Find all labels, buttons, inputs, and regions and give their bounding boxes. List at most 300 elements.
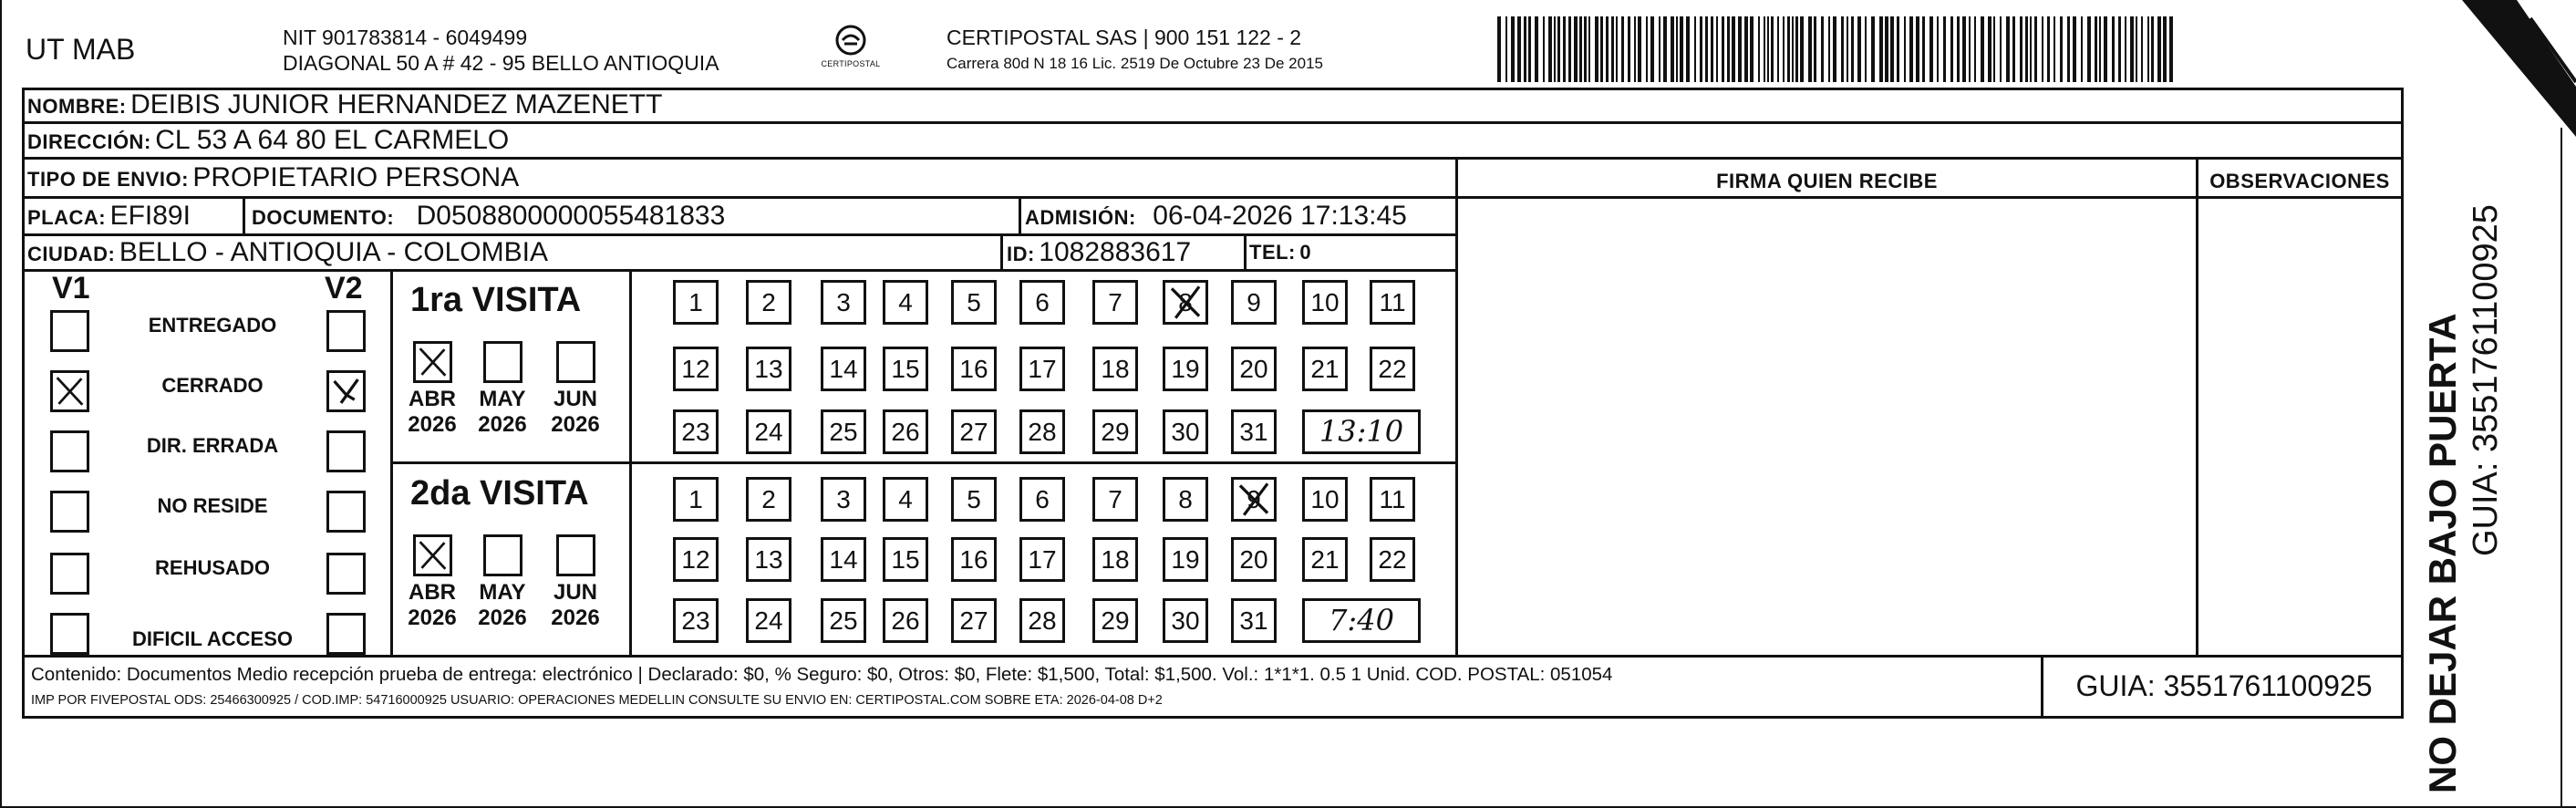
day-box[interactable] — [883, 598, 928, 643]
barcode-bar — [2163, 16, 2167, 82]
day-number: 19 — [1171, 545, 1200, 574]
day-number: 24 — [754, 418, 783, 446]
day-number: 6 — [1035, 288, 1050, 316]
day-box[interactable] — [1092, 280, 1138, 325]
day-box[interactable] — [1092, 409, 1138, 454]
day-number: 18 — [1101, 355, 1130, 383]
barcode-bar — [1663, 16, 1667, 82]
day-number: 16 — [959, 545, 988, 574]
barcode-bar — [1628, 16, 1630, 82]
check-mark-icon — [329, 373, 363, 409]
day-box[interactable] — [1019, 537, 1065, 582]
day-box[interactable] — [1019, 347, 1065, 391]
v2-label: V2 — [325, 271, 363, 306]
barcode-bar — [2054, 16, 2055, 82]
barcode-bar — [1671, 16, 1674, 82]
barcode-bar — [2141, 16, 2143, 82]
day-number: 1 — [688, 288, 703, 316]
day-number: 24 — [754, 606, 783, 635]
v2-checkbox[interactable] — [326, 370, 366, 412]
day-number: 14 — [829, 545, 858, 574]
v2-checkbox[interactable] — [326, 613, 366, 655]
day-box[interactable] — [1231, 409, 1277, 454]
company-short: UT MAB — [26, 33, 136, 66]
barcode-bar — [1909, 16, 1913, 82]
barcode-bar — [1929, 16, 1933, 82]
barcode-bar — [1716, 16, 1718, 82]
tel-label: TEL: — [1249, 241, 1296, 264]
day-box[interactable] — [673, 477, 719, 522]
barcode-bar — [1988, 16, 1991, 82]
day-box[interactable] — [951, 477, 997, 522]
barcode-bar — [1828, 16, 1830, 82]
barcode-bar — [1557, 16, 1560, 82]
barcode-bar — [1722, 16, 1724, 82]
v2-checkbox[interactable] — [326, 430, 366, 472]
day-number: 26 — [891, 606, 920, 635]
day-box[interactable] — [821, 477, 866, 522]
day-box[interactable] — [1092, 598, 1138, 643]
barcode-bar — [1833, 16, 1836, 82]
day-number: 8 — [1178, 288, 1193, 316]
day-number: 26 — [891, 418, 920, 446]
day-box[interactable] — [1370, 347, 1415, 391]
day-box[interactable] — [1092, 537, 1138, 582]
nit-text: NIT 901783814 - 6049499 — [283, 26, 528, 49]
day-box[interactable] — [883, 409, 928, 454]
observaciones-header: OBSERVACIONES — [2209, 170, 2390, 192]
day-box[interactable] — [746, 409, 791, 454]
barcode-bar — [1611, 16, 1614, 82]
v1-checkbox[interactable] — [50, 370, 89, 412]
day-number: 1 — [688, 485, 703, 513]
day-number: 13 — [754, 355, 783, 383]
barcode-bar — [1686, 16, 1690, 82]
barcode-bar — [2020, 16, 2023, 82]
barcode-bar — [1676, 16, 1678, 82]
day-number: 21 — [1310, 355, 1340, 383]
admision-value: 06-04-2026 17:13:45 — [1153, 201, 1407, 231]
barcode-bar — [1548, 16, 1552, 82]
day-number: 9 — [1247, 288, 1261, 316]
day-box[interactable] — [1231, 347, 1277, 391]
day-box[interactable] — [1163, 347, 1208, 391]
barcode-bar — [1574, 16, 1578, 82]
v1-checkbox[interactable] — [50, 613, 89, 655]
barcode-bar — [1962, 16, 1966, 82]
month-label: JUN 2026 — [551, 387, 600, 437]
barcode-bar — [1922, 16, 1925, 82]
day-number: 5 — [967, 485, 981, 513]
day-box[interactable] — [821, 347, 866, 391]
barcode-bar — [1650, 16, 1654, 82]
barcode-bar — [2169, 16, 2173, 82]
x-mark-icon — [1165, 283, 1205, 322]
barcode-bar — [2073, 16, 2076, 82]
placa-cell — [27, 201, 191, 232]
day-number: 31 — [1239, 606, 1268, 635]
direccion-row — [27, 125, 509, 156]
v1-checkbox[interactable] — [50, 430, 89, 472]
day-number: 30 — [1171, 606, 1200, 635]
day-box[interactable] — [673, 598, 719, 643]
firma-header: FIRMA QUIEN RECIBE — [1716, 170, 1938, 192]
barcode-bar — [1638, 16, 1641, 82]
day-box[interactable] — [746, 598, 791, 643]
barcode-bar — [2157, 16, 2161, 82]
time-note-text: 13:10 — [1319, 414, 1404, 449]
barcode-bar — [1904, 16, 1906, 82]
barcode-bar — [2095, 16, 2097, 82]
day-box[interactable] — [951, 280, 997, 325]
day-box[interactable] — [821, 280, 866, 325]
day-box[interactable] — [883, 537, 928, 582]
certipostal-logo-icon — [833, 24, 869, 57]
v1-checkbox[interactable] — [50, 310, 89, 352]
status-option-label: ENTREGADO — [148, 314, 277, 337]
day-number: 2 — [761, 485, 776, 513]
nombre-value: DEIBIS JUNIOR HERNANDEZ MAZENETT — [130, 89, 663, 119]
barcode-bar — [1595, 16, 1598, 82]
day-number: 11 — [1379, 485, 1406, 513]
barcode-bar — [1535, 16, 1538, 82]
barcode-bar — [2112, 16, 2115, 82]
nombre-label: NOMBRE: — [27, 95, 127, 118]
barcode-bar — [2067, 16, 2070, 82]
barcode-bar — [2081, 16, 2083, 82]
day-number: 17 — [1028, 545, 1057, 574]
barcode-bar — [1851, 16, 1854, 82]
tipo-value: PROPIETARIO PERSONA — [192, 162, 520, 192]
day-box[interactable] — [746, 537, 791, 582]
day-box[interactable] — [1163, 537, 1208, 582]
barcode-bar — [1981, 16, 1984, 82]
barcode-bar — [1787, 16, 1790, 82]
month-checkbox[interactable] — [483, 534, 522, 576]
ciudad-label: CIUDAD: — [27, 243, 116, 265]
time-note-box[interactable] — [1302, 409, 1421, 454]
day-number: 10 — [1310, 288, 1340, 316]
direccion-label: DIRECCIÓN: — [27, 130, 151, 153]
day-number: 12 — [681, 545, 710, 574]
side-guia: GUIA: 3551761100925 — [2467, 204, 2505, 556]
v2-checkbox[interactable] — [326, 310, 366, 352]
day-box[interactable] — [1302, 347, 1348, 391]
day-box[interactable] — [951, 409, 997, 454]
ciudad-value: BELLO - ANTIOQUIA - COLOMBIA — [119, 237, 548, 267]
admision-label: ADMISIÓN: — [1025, 206, 1136, 229]
barcode-bar — [1588, 16, 1590, 82]
day-box[interactable] — [1370, 477, 1415, 522]
barcode-bar — [1841, 16, 1844, 82]
ciudad-cell — [27, 237, 548, 268]
barcode-bar — [1750, 16, 1754, 82]
day-box[interactable] — [746, 280, 791, 325]
day-number: 22 — [1378, 355, 1407, 383]
barcode-bar — [1554, 16, 1556, 82]
barcode-bar — [1646, 16, 1648, 82]
day-number: 22 — [1378, 545, 1407, 574]
month-checkbox[interactable] — [413, 534, 452, 576]
day-box[interactable] — [883, 347, 928, 391]
day-number: 14 — [829, 355, 858, 383]
barcode-bar — [2034, 16, 2037, 82]
day-box[interactable] — [1163, 477, 1208, 522]
barcode-bar — [1758, 16, 1760, 82]
day-box[interactable] — [1231, 280, 1277, 325]
barcode-bar — [1885, 16, 1888, 82]
barcode-bar — [1821, 16, 1824, 82]
day-box[interactable] — [1231, 537, 1277, 582]
certipostal-logo: CERTIPOSTAL — [810, 24, 892, 78]
placa-value: EFI89I — [109, 201, 191, 231]
barcode-bar — [2136, 16, 2137, 82]
day-box[interactable] — [821, 537, 866, 582]
documento-cell — [252, 201, 725, 232]
month-checkbox[interactable] — [556, 341, 595, 383]
barcode-bar — [1808, 16, 1812, 82]
barcode-bar — [1732, 16, 1735, 82]
day-number: 29 — [1101, 606, 1130, 635]
barcode-bar — [2012, 16, 2015, 82]
day-box[interactable] — [1019, 409, 1065, 454]
month-checkbox[interactable] — [413, 341, 452, 383]
barcode-bar — [1847, 16, 1848, 82]
barcode-bar — [2130, 16, 2134, 82]
day-number: 20 — [1239, 545, 1268, 574]
day-box[interactable] — [951, 598, 997, 643]
day-box[interactable] — [673, 537, 719, 582]
barcode-bar — [2099, 16, 2101, 82]
barcode-bar — [1524, 16, 1526, 82]
id-label: ID: — [1007, 243, 1035, 265]
barcode-bar — [1621, 16, 1624, 82]
month-label: MAY 2026 — [478, 580, 527, 630]
barcode-bar — [2151, 16, 2154, 82]
barcode-bar — [1528, 16, 1531, 82]
day-box[interactable] — [1092, 347, 1138, 391]
barcode-bar — [1744, 16, 1748, 82]
day-box[interactable] — [1231, 477, 1277, 522]
day-number: 4 — [898, 485, 913, 513]
certipostal-line1: CERTIPOSTAL SAS | 900 151 122 - 2 — [947, 26, 1302, 49]
v2-checkbox[interactable] — [326, 553, 366, 595]
footer-guia: GUIA: 3551761100925 — [2075, 669, 2373, 702]
barcode-bar — [1879, 16, 1883, 82]
day-number: 23 — [681, 418, 710, 446]
v1-checkbox[interactable] — [50, 553, 89, 595]
barcode-bar — [2025, 16, 2028, 82]
status-option-label: DIR. ERRADA — [146, 434, 279, 457]
day-number: 11 — [1379, 288, 1406, 316]
day-box[interactable] — [1231, 598, 1277, 643]
barcode-bar — [1497, 16, 1501, 82]
month-label: ABR 2026 — [408, 387, 457, 437]
barcode — [1497, 16, 2178, 82]
barcode-bar — [1897, 16, 1899, 82]
barcode-bar — [1814, 16, 1816, 82]
barcode-bar — [1505, 16, 1507, 82]
day-box[interactable] — [673, 409, 719, 454]
day-box[interactable] — [1370, 280, 1415, 325]
day-number: 25 — [829, 418, 858, 446]
barcode-bar — [1584, 16, 1587, 82]
id-cell — [1007, 237, 1191, 268]
day-box[interactable] — [821, 598, 866, 643]
day-number: 4 — [898, 288, 913, 316]
day-box[interactable] — [1163, 409, 1208, 454]
x-mark-icon — [1234, 480, 1274, 519]
status-option-label: REHUSADO — [155, 556, 270, 579]
barcode-bar — [1738, 16, 1742, 82]
day-number: 3 — [836, 485, 851, 513]
barcode-bar — [1771, 16, 1774, 82]
day-box[interactable] — [746, 477, 791, 522]
v1-checkbox[interactable] — [50, 491, 89, 533]
day-box[interactable] — [1019, 477, 1065, 522]
barcode-bar — [1600, 16, 1603, 82]
barcode-bar — [2042, 16, 2043, 82]
day-number: 12 — [681, 355, 710, 383]
barcode-bar — [1579, 16, 1582, 82]
barcode-bar — [1517, 16, 1521, 82]
day-number: 3 — [836, 288, 851, 316]
month-label: JUN 2026 — [551, 580, 600, 630]
day-box[interactable] — [883, 477, 928, 522]
day-number: 29 — [1101, 418, 1130, 446]
barcode-bar — [1865, 16, 1867, 82]
day-number: 13 — [754, 545, 783, 574]
day-box[interactable] — [1302, 537, 1348, 582]
visit-title: 2da VISITA — [410, 474, 589, 513]
barcode-bar — [2000, 16, 2002, 82]
day-box[interactable] — [1019, 598, 1065, 643]
folded-corner — [2462, 0, 2576, 137]
id-value: 1082883617 — [1039, 237, 1192, 267]
month-checkbox[interactable] — [556, 534, 595, 576]
day-number: 19 — [1171, 355, 1200, 383]
day-box[interactable] — [673, 280, 719, 325]
day-number: 2 — [761, 288, 776, 316]
side-no-dejar: NO DEJAR BAJO PUERTA — [2421, 313, 2464, 793]
barcode-bar — [1563, 16, 1566, 82]
placa-label: PLACA: — [27, 206, 107, 229]
day-number: 7 — [1108, 288, 1122, 316]
tipo-label: TIPO DE ENVIO: — [27, 168, 189, 191]
day-number: 17 — [1028, 355, 1057, 383]
day-number: 27 — [959, 606, 988, 635]
day-box[interactable] — [1302, 477, 1348, 522]
tel-cell — [1249, 241, 1311, 264]
barcode-bar — [1857, 16, 1861, 82]
barcode-bar — [1957, 16, 1960, 82]
barcode-bar — [2118, 16, 2121, 82]
day-number: 8 — [1178, 485, 1193, 513]
barcode-bar — [1871, 16, 1875, 82]
barcode-bar — [2006, 16, 2010, 82]
status-option-label: CERRADO — [161, 374, 264, 397]
barcode-bar — [2147, 16, 2149, 82]
admision-cell — [1025, 201, 1407, 232]
barcode-bar — [1916, 16, 1919, 82]
contenido-text: Contenido: Documentos Medio recepción prueba de entrega: electrónico | Declarado: $0, % Seguro: $0, Otros: $0, Flete: $1,500, Total: $1,500. Vol.: 1*1*1. 0.5 1 Unid. COD. POSTAL: 051054 — [31, 664, 1613, 685]
tipo-row — [27, 162, 519, 193]
day-box[interactable] — [951, 537, 997, 582]
direccion-value: CL 53 A 64 80 EL CARMELO — [155, 125, 510, 155]
barcode-bar — [1700, 16, 1702, 82]
barcode-bar — [1634, 16, 1636, 82]
day-number: 16 — [959, 355, 988, 383]
day-number: 9 — [1247, 485, 1261, 513]
v1-label: V1 — [52, 271, 90, 306]
status-option-label: NO RESIDE — [157, 494, 268, 517]
documento-label: DOCUMENTO: — [252, 206, 395, 229]
day-box[interactable] — [1092, 477, 1138, 522]
day-number: 7 — [1108, 485, 1122, 513]
barcode-bar — [2104, 16, 2107, 82]
day-box[interactable] — [1163, 280, 1208, 325]
day-number: 30 — [1171, 418, 1200, 446]
month-label: ABR 2026 — [408, 580, 457, 630]
barcode-bar — [2030, 16, 2032, 82]
day-box[interactable] — [673, 347, 719, 391]
barcode-bar — [1974, 16, 1976, 82]
v2-checkbox[interactable] — [326, 491, 366, 533]
barcode-bar — [1993, 16, 1995, 82]
time-note-box[interactable] — [1302, 598, 1421, 643]
tel-value: 0 — [1299, 241, 1312, 264]
x-mark-icon — [416, 344, 450, 380]
day-number: 23 — [681, 606, 710, 635]
barcode-bar — [1969, 16, 1971, 82]
day-number: 25 — [829, 606, 858, 635]
day-number: 28 — [1028, 418, 1057, 446]
barcode-bar — [1680, 16, 1683, 82]
barcode-bar — [2087, 16, 2091, 82]
day-number: 31 — [1239, 418, 1268, 446]
day-box[interactable] — [883, 280, 928, 325]
day-box[interactable] — [1019, 280, 1065, 325]
day-number: 20 — [1239, 355, 1268, 383]
day-box[interactable] — [746, 347, 791, 391]
barcode-bar — [2060, 16, 2063, 82]
barcode-bar — [1795, 16, 1798, 82]
barcode-bar — [1792, 16, 1794, 82]
barcode-bar — [1543, 16, 1545, 82]
month-checkbox[interactable] — [483, 341, 522, 383]
day-box[interactable] — [1370, 537, 1415, 582]
day-box[interactable] — [1163, 598, 1208, 643]
address-text: DIAGONAL 50 A # 42 - 95 BELLO ANTIOQUIA — [283, 51, 719, 75]
day-number: 15 — [891, 545, 920, 574]
barcode-bar — [1616, 16, 1618, 82]
day-box[interactable] — [821, 409, 866, 454]
day-number: 21 — [1310, 545, 1340, 574]
barcode-bar — [1937, 16, 1939, 82]
barcode-bar — [1777, 16, 1779, 82]
barcode-bar — [1890, 16, 1894, 82]
day-number: 28 — [1028, 606, 1057, 635]
imp-text: IMP POR FIVEPOSTAL ODS: 25466300925 / COD.IMP: 54716000925 USUARIO: OPERACIONES MEDELLIN CONSULTE SU ENVIO EN: CERTIPOSTAL.COM SOBRE ETA: 2026-04-08 D+2 — [31, 693, 1163, 708]
barcode-bar — [1783, 16, 1785, 82]
day-box[interactable] — [951, 347, 997, 391]
day-number: 5 — [967, 288, 981, 316]
day-box[interactable] — [1302, 280, 1348, 325]
day-number: 15 — [891, 355, 920, 383]
day-number: 10 — [1310, 485, 1340, 513]
barcode-bar — [1568, 16, 1571, 82]
barcode-bar — [1764, 16, 1765, 82]
